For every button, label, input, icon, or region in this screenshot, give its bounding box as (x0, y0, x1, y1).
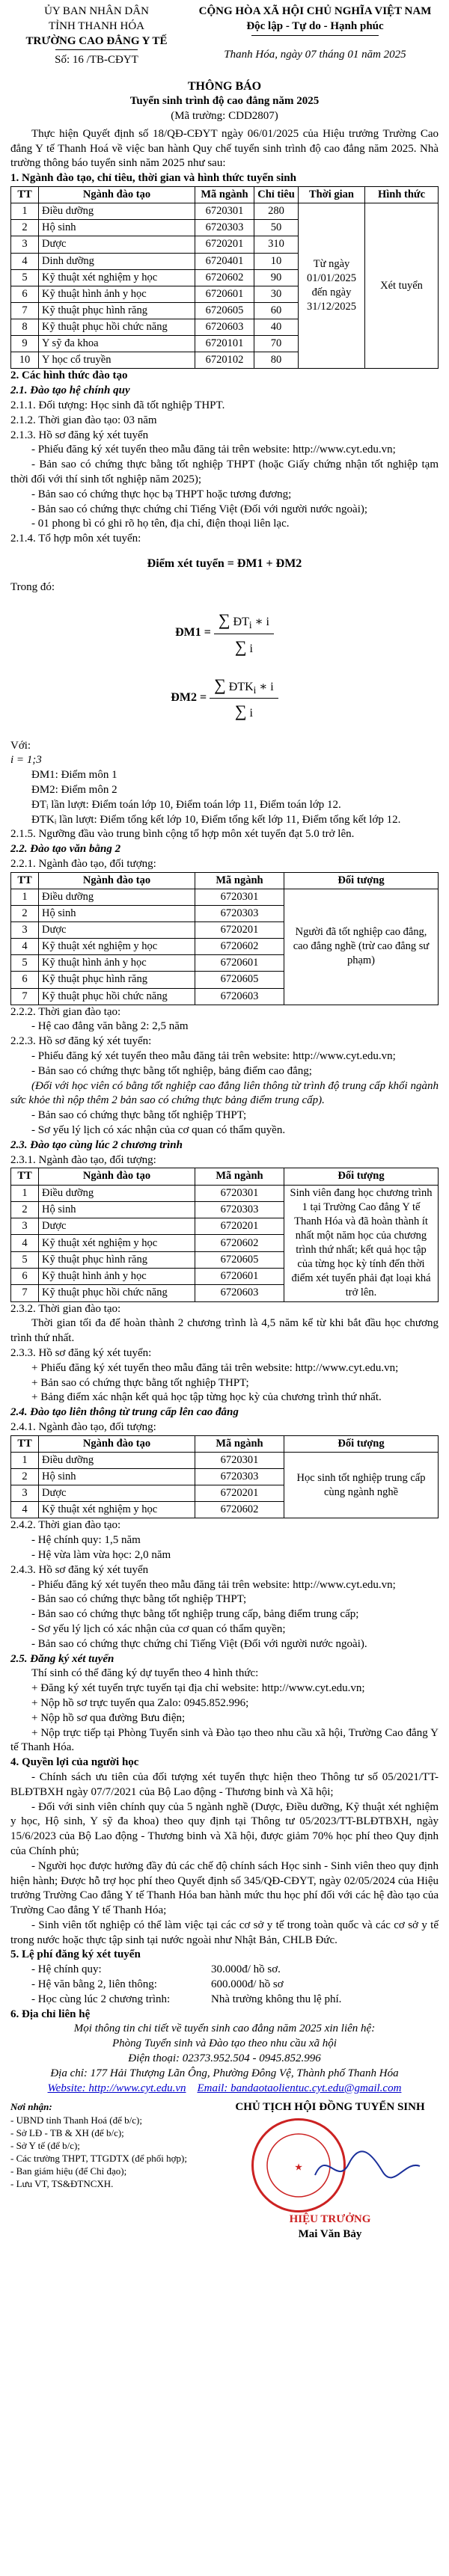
table-cell: 2 (11, 1469, 39, 1485)
section-2-heading: 2. Các hình thức đào tạo (10, 369, 128, 382)
table-cell: 6720602 (195, 1235, 284, 1251)
text-line: Phòng Tuyển sinh và Đào tạo theo nhu cầu xã hội (112, 2037, 337, 2050)
table-cell: Kỹ thuật xét nghiệm y học (39, 269, 195, 286)
col-header: TT (11, 1168, 39, 1185)
fee-label: - Hệ chính quy: (31, 1963, 102, 1976)
target-audience: Sinh viên đang học chương trình 1 tại Trường Cao đẳng Y tế Thanh Hóa và đã hoàn thành ít nhất một năm học của chương trình thứ nhất; kết quả học tập của từng học kỳ tính đến thời điểm xét tuyển phải đạt loại khá trở lên. (284, 1185, 439, 1301)
text-line: - Phiếu đăng ký xét tuyển theo mẫu đăng tải trên website: http://www.cyt.edu.vn; (31, 1050, 396, 1063)
table-dual (10, 1168, 439, 1301)
table-cell: Kỹ thuật phục hồi chức năng (39, 988, 195, 1005)
table-cell: 6720201 (195, 922, 284, 939)
dm1-label: ĐM1 = (175, 626, 211, 639)
text-line: Với: (10, 739, 31, 752)
text-line: - Chính sách ưu tiên của đối tượng xét tuyển thực hiện theo Thông tư số 05/2021/TT-BLĐTBXH ngày 07/7/2021 của Bộ Lao động - Thương binh và Xã hội; (10, 1770, 439, 1798)
text-line: - Đối với sinh viên chính quy của 5 ngành nghề (Dược, Điều dưỡng, Kỹ thuật xét nghiệm y học, Hộ sinh, Y sỹ đa khoa) theo quy định tại Thông tư 05/2023/TT-BLĐTBXH, ngày 15/6/2023 của Bộ Lao động - Thương binh và Xã hội, được giảm 70% học phí theo Quy định của Chính phủ; (10, 1800, 439, 1857)
table-cell: Hộ sinh (39, 1201, 195, 1218)
text-line: 2.1.3. Hồ sơ đăng ký xét tuyển (10, 429, 149, 441)
col-header: Mã ngành (195, 1168, 284, 1185)
text-line: 2.2.2. Thời gian đào tạo: (10, 1005, 121, 1018)
text-line (10, 2082, 439, 2097)
table-programs (10, 186, 439, 369)
text-line: ĐM2: Điểm môn 2 (31, 783, 117, 796)
table-cell: 6720602 (195, 269, 254, 286)
doc-title: THÔNG BÁO (187, 80, 262, 93)
denominator: ∑ i (234, 637, 253, 656)
ubnd: ỦY BAN NHÂN DÂN (44, 5, 149, 17)
section-4-heading: 4. Quyền lợi của người học (10, 1756, 139, 1769)
table-cell: 7 (11, 1285, 39, 1301)
table-cell: 6720303 (195, 1469, 284, 1485)
table-row (11, 889, 439, 905)
table-cell: Điều dưỡng (39, 203, 195, 220)
table-cell: 1 (11, 203, 39, 220)
table-cell: 90 (254, 269, 299, 286)
text-line: Thí sinh có thể đăng ký dự tuyển theo 4 hình thức: (31, 1667, 259, 1680)
table-cell: Kỹ thuật phục hồi chức năng (39, 1285, 195, 1301)
table-cell: Dược (39, 1218, 195, 1235)
col-header: Hình thức (365, 187, 439, 203)
col-header: Đối tượng (284, 1168, 439, 1185)
divider (55, 49, 138, 50)
table-cell: 6720601 (195, 1268, 284, 1284)
denominator: ∑ i (234, 702, 253, 721)
text-line: ĐM1: Điểm môn 1 (31, 769, 117, 782)
table-cell: 3 (11, 1218, 39, 1235)
text-line: - Bản sao có chứng thực bằng tốt nghiệp, bảng điểm cao đẳng; (31, 1064, 312, 1077)
table-cell: 4 (11, 939, 39, 955)
table-cell: Kỹ thuật phục hồi chức năng (39, 319, 195, 336)
dm2-label: ĐM2 = (171, 690, 207, 704)
fee-row (10, 1963, 439, 1978)
table-cell: Kỹ thuật xét nghiệm y học (39, 1502, 195, 1518)
text-line: + Nộp trực tiếp tại Phòng Tuyển sinh và Đào tạo theo nhu cầu xã hội, Trường Cao đẳng Y tế Thanh Hóa. (10, 1726, 439, 1754)
table-cell: 1 (11, 1452, 39, 1468)
table-cell: 6720601 (195, 955, 284, 972)
table-cell: Kỹ thuật xét nghiệm y học (39, 939, 195, 955)
table-cell: 6720303 (195, 1201, 284, 1218)
recipient: - Sở Y tế (để b/c); (10, 2139, 80, 2151)
text-line: + Bản sao có chứng thực bằng tốt nghiệp THPT; (31, 1376, 249, 1389)
subsection-2-5: 2.5. Đăng ký xét tuyển (10, 1652, 114, 1665)
table-cell: 3 (11, 922, 39, 939)
text-line: 2.3.3. Hồ sơ đăng ký xét tuyển: (10, 1346, 152, 1359)
text-line: - Người học được hưởng đầy đủ các chế độ chính sách Học sinh - Sinh viên theo quy định hiện hành; Được hỗ trợ học phí theo Quyết định số 345/QĐ-CĐYT, ngày 02/05/2024 của Hiệu trưởng Trường Cao đẳng Y tế Thanh Hóa ban hành mức thu học phí đối với các hệ đào tạo của Trường Cao đẳng Y tế Thanh Hóa; (10, 1859, 439, 1917)
table-cell: 6720201 (195, 1218, 284, 1235)
text-line: 2.4.1. Ngành đào tạo, đối tượng: (10, 1420, 156, 1433)
table-cell: 6720601 (195, 286, 254, 302)
table-cell: 6720602 (195, 939, 284, 955)
text-line: + Bảng điểm xác nhận kết quả học tập từng học kỳ của chương trình thứ nhất. (31, 1391, 382, 1404)
table-cell: 6720401 (195, 253, 254, 269)
text-line: 2.3.1. Ngành đào tạo, đối tượng: (10, 1153, 156, 1166)
table-cell: 6 (11, 286, 39, 302)
section-1-heading: 1. Ngành đào tạo, chỉ tiêu, thời gian và hình thức tuyển sinh (10, 172, 296, 185)
table-cell: 6720301 (195, 1452, 284, 1468)
text-line: 2.3.2. Thời gian đào tạo: (10, 1302, 121, 1315)
text-line (10, 443, 439, 458)
table-cell: 1 (11, 889, 39, 905)
table-cell: 5 (11, 955, 39, 972)
text-line: - Sơ yếu lý lịch có xác nhận của cơ quan có thẩm quyền; (31, 1622, 286, 1635)
text-line: (Đối với học viên có bằng tốt nghiệp cao đẳng liên thông từ trình độ trung cấp khối ngành sức khỏe thì nộp thêm 2 bản sao có chứng thực bảng điểm trung cấp). (10, 1079, 439, 1107)
text-line: - Bản sao có chứng thực bằng tốt nghiệp THPT; (31, 1593, 247, 1606)
text-line: - Phiếu đăng ký xét tuyển theo mẫu đăng tải trên website: http://www.cyt.edu.vn; (31, 1578, 396, 1591)
table-cell: 40 (254, 319, 299, 336)
table-cell: 10 (11, 352, 39, 369)
text-line: + Phiếu đăng ký xét tuyển theo mẫu đăng tải trên website: http://www.cyt.edu.vn; (31, 1361, 399, 1374)
recipients (10, 2100, 213, 2250)
signer-name: Mai Văn Bảy (298, 2228, 362, 2241)
admission-period: Từ ngày 01/01/2025 đến ngày 31/12/2025 (299, 203, 365, 369)
subsection-2-1: 2.1. Đào tạo hệ chính quy (10, 384, 130, 397)
numerator: ∑ $ĐTK_i$ ∗ i (210, 674, 278, 699)
council-title: CHỦ TỊCH HỘI ĐỒNG TUYỂN SINH (235, 2101, 425, 2114)
intro-paragraph: Thực hiện Quyết định số 18/QĐ-CĐYT ngày 06/01/2025 của Hiệu trưởng Trường Cao đẳng Y tế Thanh Hoá về việc ban hành Quy chế tuyển sinh trình độ cao đẳng năm 2025. Nhà trường thông báo tuyển sinh năm 2025 như sau: (10, 127, 439, 170)
table-cell: 6720602 (195, 1502, 284, 1518)
table-cell: Điều dưỡng (39, 889, 195, 905)
col-header: Đối tượng (284, 872, 439, 889)
table-cell: 6720301 (195, 1185, 284, 1201)
text-line: - Hệ chính quy: 1,5 năm (31, 1534, 141, 1547)
text-line: i = 1;3 (10, 754, 42, 767)
text-line: - Phiếu đăng ký xét tuyển theo mẫu đăng tải trên website: http://www.cyt.edu.vn; (31, 444, 396, 456)
table-cell: 6720603 (195, 1285, 284, 1301)
table-cell: 6 (11, 1268, 39, 1284)
col-header: Mã ngành (195, 872, 284, 889)
text-line: 2.1.5. Ngưỡng đầu vào trung bình cộng tổ hợp môn xét tuyển đạt 5.0 trở lên. (10, 828, 355, 841)
signer-role: HIỆU TRƯỞNG (289, 2213, 371, 2226)
col-header: Ngành đào tạo (39, 1435, 195, 1452)
text-line: 2.4.3. Hồ sơ đăng ký xét tuyển (10, 1563, 149, 1576)
formula-dm2 (10, 674, 439, 723)
table-cell: 3 (11, 236, 39, 253)
doc-subtitle: Tuyển sinh trình độ cao đẳng năm 2025 (129, 95, 320, 108)
text-line: 2.2.3. Hồ sơ đăng ký xét tuyển: (10, 1035, 152, 1048)
col-header: Mã ngành (195, 187, 254, 203)
table-cell: Kỹ thuật hình ảnh y học (39, 286, 195, 302)
col-header: TT (11, 872, 39, 889)
table-cell: 6720201 (195, 236, 254, 253)
table-cell: 280 (254, 203, 299, 220)
text-line: - Bản sao có chứng thực bằng tốt nghiệp THPT; (31, 1109, 247, 1122)
table-cell: Kỹ thuật xét nghiệm y học (39, 1235, 195, 1251)
table-row (11, 1452, 439, 1468)
table-cell: Hộ sinh (39, 905, 195, 921)
table-cell: 2 (11, 220, 39, 236)
text-line: 2.4.2. Thời gian đào tạo: (10, 1519, 121, 1532)
col-header: Chỉ tiêu (254, 187, 299, 203)
svg-text:★: ★ (295, 2163, 302, 2173)
website-link[interactable]: Website: http://www.cyt.edu.vn (47, 2082, 186, 2094)
table-cell: Kỹ thuật hình ảnh y học (39, 955, 195, 972)
text-line: - Sơ yếu lý lịch có xác nhận của cơ quan có thẩm quyền. (31, 1124, 286, 1137)
table-cell: 6 (11, 972, 39, 988)
text-line: 2.1.1. Đối tượng: Học sinh đã tốt nghiệp THPT. (10, 399, 225, 412)
table-cell: Y sỹ đa khoa (39, 336, 195, 352)
table-cell: Dược (39, 236, 195, 253)
table-cell: 5 (11, 269, 39, 286)
table-cell: 30 (254, 286, 299, 302)
section-5-heading: 5. Lệ phí đăng ký xét tuyển (10, 1948, 141, 1961)
table-cell: 6720603 (195, 988, 284, 1005)
subsection-2-2: 2.2. Đào tạo văn bằng 2 (10, 843, 121, 856)
recipient: - Lưu VT, TS&ĐTNCXH. (10, 2178, 114, 2190)
text-line: - Bản sao có chứng thực học bạ THPT hoặc tương đương; (31, 488, 292, 500)
text-line: + Nộp hồ sơ qua đường Bưu điện; (31, 1711, 186, 1724)
table-cell: 4 (11, 253, 39, 269)
text-line: - Bản sao có chứng thực chứng chỉ Tiếng Việt (Đối với người nước ngoài); (31, 503, 368, 515)
header (10, 4, 439, 68)
table-cell: Kỹ thuật phục hình răng (39, 302, 195, 319)
text-line: + Đăng ký xét tuyển trực tuyến tại địa chỉ website: http://www.cyt.edu.vn; (31, 1682, 365, 1695)
subsection-2-3: 2.3. Đào tạo cùng lúc 2 chương trình (10, 1138, 183, 1151)
table-cell: 9 (11, 336, 39, 352)
recipient: - Các trường THPT, TTGDTX (để phối hợp); (10, 2153, 187, 2165)
text-line: - 01 phong bì có ghi rõ họ tên, địa chỉ, điện thoại liên lạc. (31, 518, 290, 530)
recipient: - UBND tỉnh Thanh Hoá (để b/c); (10, 2114, 142, 2126)
table-cell: 310 (254, 236, 299, 253)
table-row (11, 1185, 439, 1201)
table-cell: Kỹ thuật phục hình răng (39, 1251, 195, 1268)
text-line: Thời gian tối đa để hoàn thành 2 chương trình là 4,5 năm kể từ khi bắt đầu học chương trình thứ nhất. (10, 1317, 439, 1345)
country-name: CỘNG HÒA XÃ HỘI CHỦ NGHĨA VIỆT NAM (198, 5, 432, 17)
divider (251, 35, 379, 36)
text-line: ĐTᵢ lần lượt: Điểm toán lớp 10, Điểm toán lớp 11, Điểm toán lớp 12. (31, 798, 341, 811)
col-header: Thời gian (299, 187, 365, 203)
table-cell: 7 (11, 302, 39, 319)
section-6-heading: 6. Địa chỉ liên hệ (10, 2008, 91, 2020)
table-cell: 70 (254, 336, 299, 352)
text-line: 2.2.1. Ngành đào tạo, đối tượng: (10, 857, 156, 870)
table-vb2 (10, 872, 439, 1005)
text-line: + Nộp hồ sơ trực tuyến qua Zalo: 0945.852.996; (31, 1696, 249, 1709)
table-cell: 2 (11, 1201, 39, 1218)
table-cell: 6720605 (195, 302, 254, 319)
text-line: 2.1.4. Tổ hợp môn xét tuyển: (10, 533, 141, 545)
text-line: - Bản sao có chứng thực bằng tốt nghiệp THPT (hoặc Giấy chứng nhận tốt nghiệp tạm thời đối với thí sinh tốt nghiệp năm 2025); (10, 459, 439, 486)
title-block (10, 79, 439, 124)
admission-form: Xét tuyển (365, 203, 439, 369)
header-left (10, 4, 183, 68)
text-line: ĐTKᵢ lần lượt: Điểm tổng kết lớp 10, Điểm tổng kết lớp 11, Điểm tổng kết lớp 12. (31, 813, 401, 826)
fee-row (10, 1978, 439, 1993)
table-cell: 6720101 (195, 336, 254, 352)
target-audience: Người đã tốt nghiệp cao đẳng, cao đẳng nghề (trừ cao đẳng sư phạm) (284, 889, 439, 1005)
school-code: (Mã trường: CDD2807) (171, 110, 278, 123)
table-cell: 4 (11, 1235, 39, 1251)
table-cell: 6720102 (195, 352, 254, 369)
recipient: - Ban giám hiệu (để Chỉ đạo); (10, 2165, 127, 2177)
col-header: Ngành đào tạo (39, 187, 195, 203)
table-cell: Điều dưỡng (39, 1452, 195, 1468)
col-header: Mã ngành (195, 1435, 284, 1452)
province: TỈNH THANH HÓA (48, 19, 145, 32)
signature-area (10, 2100, 439, 2250)
text-line: - Bản sao có chứng thực bằng tốt nghiệp trung cấp, bảng điểm trung cấp; (31, 1608, 359, 1621)
table-row (11, 203, 439, 220)
table-cell: Kỹ thuật hình ảnh y học (39, 1268, 195, 1284)
signer (222, 2100, 439, 2250)
school-name: TRƯỜNG CAO ĐẲNG Y TẾ (25, 34, 168, 47)
table-cell: 3 (11, 1485, 39, 1502)
table-cell: 8 (11, 319, 39, 336)
subsection-2-4: 2.4. Đào tạo liên thông từ trung cấp lên cao đẳng (10, 1406, 239, 1419)
text-line: Trong đó: (10, 581, 55, 594)
text-line: - Bản sao có chứng thực chứng chỉ Tiếng Việt (Đối với người nước ngoài). (31, 1637, 367, 1650)
target-audience: Học sinh tốt nghiệp trung cấp cùng ngành nghề (284, 1452, 439, 1518)
table-cell: 6720303 (195, 905, 284, 921)
recipient: - Sở LĐ - TB & XH (để b/c); (10, 2126, 124, 2138)
col-header: TT (11, 1435, 39, 1452)
table-cell: 6720603 (195, 319, 254, 336)
text-line: Điện thoại: 02373.952.504 - 0945.852.996 (128, 2052, 321, 2065)
fee-label: - Hệ văn bằng 2, liên thông: (31, 1978, 157, 1991)
table-cell: Hộ sinh (39, 1469, 195, 1485)
table-cell: 60 (254, 302, 299, 319)
formula-dm1 (10, 609, 439, 657)
table-cell: 6720605 (195, 1251, 284, 1268)
fee-value: Nhà trường không thu lệ phí. (211, 1993, 342, 2005)
col-header: TT (11, 187, 39, 203)
table-cell: Hộ sinh (39, 220, 195, 236)
table-cell: 80 (254, 352, 299, 369)
col-header: Đối tượng (284, 1435, 439, 1452)
table-cell: Dinh dưỡng (39, 253, 195, 269)
col-header: Ngành đào tạo (39, 1168, 195, 1185)
table-cell: 6720303 (195, 220, 254, 236)
table-cell: 4 (11, 1502, 39, 1518)
table-cell: 7 (11, 988, 39, 1005)
table-cell: Dược (39, 1485, 195, 1502)
fee-value: 30.000đ/ hồ sơ. (211, 1963, 281, 1976)
email-link[interactable]: Email: bandaotaolientuc.cyt.edu@gmail.com (197, 2082, 402, 2094)
fee-label: - Học cùng lúc 2 chương trình: (31, 1993, 171, 2005)
table-cell: 6720201 (195, 1485, 284, 1502)
formula-main: Điểm xét tuyển = ĐM1 + ĐM2 (147, 557, 302, 571)
fee-value: 600.000đ/ hồ sơ (211, 1978, 284, 1991)
contact-block (10, 2022, 439, 2096)
table-cell: 5 (11, 1251, 39, 1268)
table-cell: 50 (254, 220, 299, 236)
col-header: Ngành đào tạo (39, 872, 195, 889)
fraction (214, 609, 274, 657)
fee-row (10, 1993, 439, 2008)
table-cell: 2 (11, 905, 39, 921)
text-line: Mọi thông tin chi tiết về tuyển sinh cao đẳng năm 2025 xin liên hệ: (73, 2023, 376, 2035)
table-cell: 6720301 (195, 203, 254, 220)
text-line: Địa chỉ: 177 Hải Thượng Lãn Ông, Phường Đông Vệ, Thành phố Thanh Hóa (50, 2067, 399, 2079)
text-line: - Sinh viên tốt nghiệp có thể làm việc tại các cơ sở y tế trong toàn quốc và các cơ sở y tế trong nước hoặc thực tập sinh tại nước ngoài như Nhật Bản, CHLB Đức. (10, 1919, 439, 1946)
table-cell: 10 (254, 253, 299, 269)
table-cell: 6720605 (195, 972, 284, 988)
doc-number: Số: 16 /TB-CĐYT (55, 54, 138, 67)
text-line: - Hệ cao đẳng văn bằng 2: 2,5 năm (31, 1020, 189, 1033)
text-line: 2.1.2. Thời gian đào tạo: 03 năm (10, 414, 157, 426)
table-cell: Y học cổ truyền (39, 352, 195, 369)
recipients-title: Nơi nhận: (10, 2101, 52, 2113)
table-cell: 6720301 (195, 889, 284, 905)
signature-scribble (311, 2145, 424, 2190)
motto: Độc lập - Tự do - Hạnh phúc (246, 19, 384, 32)
numerator: ∑ $ĐT_i$ ∗ i (214, 609, 274, 634)
table-cell: Điều dưỡng (39, 1185, 195, 1201)
header-right (192, 4, 439, 68)
table-transfer (10, 1435, 439, 1519)
table-cell: Dược (39, 922, 195, 939)
fraction (210, 674, 278, 723)
text-line: - Hệ vừa làm vừa học: 2,0 năm (31, 1548, 171, 1561)
document (10, 4, 439, 2250)
doc-date: Thanh Hóa, ngày 07 tháng 01 năm 2025 (224, 48, 406, 61)
table-cell: 1 (11, 1185, 39, 1201)
table-cell: Kỹ thuật phục hình răng (39, 972, 195, 988)
